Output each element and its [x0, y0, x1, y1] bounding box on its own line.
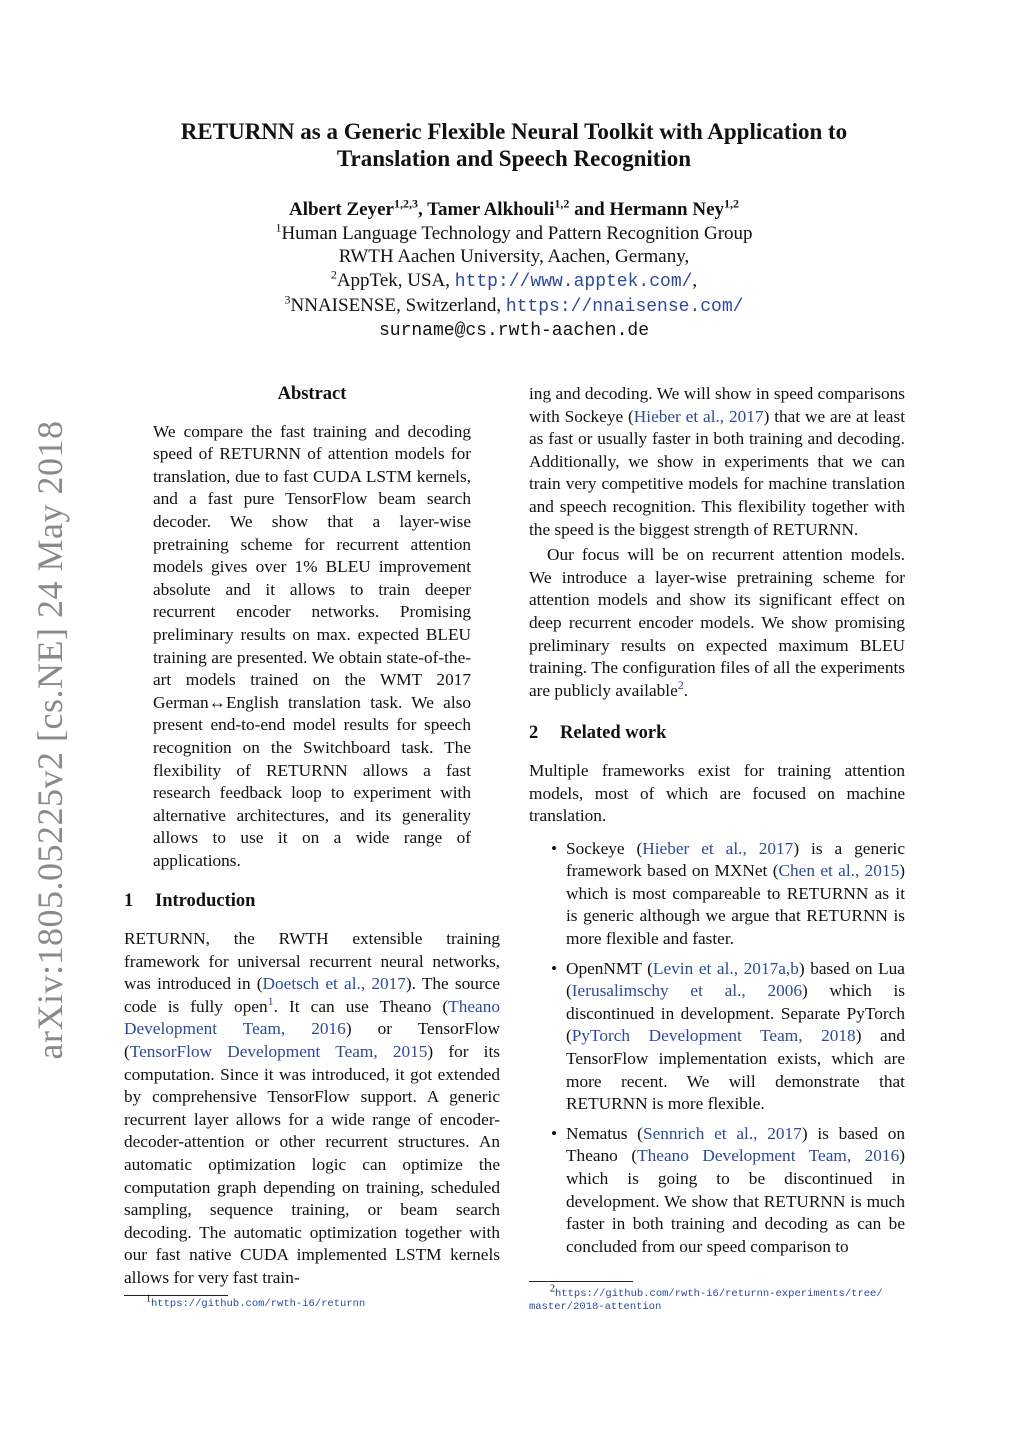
intro-paragraph: RETURNN, the RWTH extensible training framework for universal recurrent neural networks, was introduced in (Doetsch et al., 2017). The source code is fully open$^1$. It can use Theano (Theano Development Team, 2016) or TensorFlow (TensorFlow Development Team, 2015) for its computation. Since it was introduced, it got extended by comprehensive TensorFlow support. A generic recurrent layer allows for a wide range of encoder-decoder-attention or other recurrent structures. An automatic optimization logic can optimize the computation graph depending on training, scheduled sampling, sequence training, or beam search decoding. The automatic optimization together with our fast native CUDA implemented LSTM kernels allows for very fast train-: [124, 929, 501, 1287]
apptek-link[interactable]: http://www.apptek.com/: [454, 271, 693, 292]
affiliation-1b: RWTH Aachen University, Aachen, Germany,: [338, 246, 690, 267]
footnote-2-link-a[interactable]: https://github.com/rwth-i6/returnn-experiments/tree/: [555, 1288, 883, 1300]
right-paragraph-1: ing and decoding. We will show in speed comparisons with Sockeye (Hieber et al., 2017) that we are at least as fast or usually faster in both training and decoding. Additionally, we show in experiments that we can train very competitive models for machine translation and speech recognition. This flexibility together with the speed is the biggest strength of RETURNN.: [529, 384, 906, 539]
cite-doetsch[interactable]: Doetsch et al., 2017: [262, 974, 406, 994]
footnote-ref-1[interactable]: 1: [267, 994, 274, 1009]
footnote-2: $^2$https://github.com/rwth-i6/returnn-experiments/tree/ master/2018-attention: [529, 1288, 905, 1314]
nnaisense-link[interactable]: https://nnaisense.com/: [505, 297, 744, 317]
related-intro: Multiple frameworks exist for training attention models, most of which are focused on machine translation.: [529, 760, 905, 826]
footnote-1-link[interactable]: https://github.com/rwth-i6/returnn: [151, 1298, 366, 1310]
cite-theano-2[interactable]: Theano Development Team, 2016: [637, 1146, 900, 1166]
cite-pytorch[interactable]: PyTorch Development Team, 2018: [571, 1026, 856, 1046]
author-block: [124, 198, 904, 343]
arxiv-stamp: arXiv:1805.05225v2 [cs.NE] 24 May 2018: [30, 420, 70, 1060]
cite-sennrich[interactable]: Sennrich et al., 2017: [642, 1123, 802, 1143]
section-introduction-heading: 1 Introduction: [124, 891, 256, 912]
author-email: surname@cs.rwth-aachen.de: [378, 320, 650, 341]
right-paragraph-2: Our focus will be on recurrent attention models. We introduce a layer-wise pretraining scheme for attention models and show its significant effect on deep recurrent encoder models. We show promising preliminary results on expected maximum BLEU training. The configuration files of all the experiments are publicly available$^2$.: [529, 545, 905, 700]
cite-chen[interactable]: Chen et al., 2015: [778, 861, 900, 881]
right-column: [529, 383, 905, 1265]
list-item-sockeye: • Sockeye (Hieber et al., 2017) is a generic framework based on MXNet (Chen et al., 2015) which is most compareable to RETURNN as it is generic although we argue that RETURNN is more flexible and faster.: [551, 838, 905, 949]
cite-tensorflow[interactable]: TensorFlow Development Team, 2015: [129, 1042, 428, 1062]
list-item-opennmt: • OpenNMT (Levin et al., 2017a,b) based on Lua (Ierusalimschy et al., 2006) which is discontinued in development. Separate PyTorch (PyTorch Development Team, 2018) and TensorFlow implementation exists, which are more recent. We will demonstrate that RETURNN is more flexible.: [551, 958, 905, 1114]
cite-ierusalimschy[interactable]: Ierusalimschy et al., 2006: [571, 981, 803, 1001]
cite-levin[interactable]: Levin et al., 2017a,b: [652, 958, 799, 978]
author-names: Albert Zeyer$^{1,2,3}$, Tamer Alkhouli$^{1,2}$ and Hermann Ney$^{1,2}$: [288, 196, 740, 220]
paper-title: [124, 118, 904, 172]
cite-hieber[interactable]: Hieber et al., 2017: [633, 406, 764, 426]
footnote-rule-right: [529, 1281, 633, 1282]
title-line-1: RETURNN as a Generic Flexible Neural Toolkit with Application to: [180, 119, 848, 144]
cite-hieber-2[interactable]: Hieber et al., 2017: [642, 838, 794, 858]
abstract-text: We compare the fast training and decoding speed of RETURNN of attention models for translation, due to fast CUDA LSTM kernels, and a fast pure TensorFlow beam search decoder. We show that a layer-wise pretraining scheme for recurrent attention models gives over 1% BLEU improvement absolute and it allows to train deeper recurrent encoder networks. Promising preliminary results on max. expected BLEU training are presented. We obtain state-of-the-art models trained on the WMT 2017 German↔English translation task. We also present end-to-end model results for speech recognition on the Switchboard task. The flexibility of RETURNN allows a fast research feedback loop to experiment with alternative architectures, and its generality allows to use it on a wide range of applications.: [153, 421, 471, 870]
section-related-heading: 2 Related work: [529, 723, 667, 744]
footnote-2-link-b[interactable]: master/2018-attention: [529, 1301, 662, 1313]
footnote-1: $^1$https://github.com/rwth-i6/returnn: [146, 1293, 366, 1310]
footnote-rule-left: [124, 1295, 228, 1296]
title-line-2: Translation and Speech Recognition: [336, 146, 692, 171]
left-column: [124, 383, 500, 1290]
cite-theano[interactable]: Theano Development Team, 2016: [124, 996, 500, 1039]
abstract-heading: Abstract: [277, 384, 347, 404]
affiliation-3: $^3$NNAISENSE, Switzerland, https://nnaisense.com/: [284, 292, 744, 317]
list-item-nematus: • Nematus (Sennrich et al., 2017) is based on Theano (Theano Development Team, 2016) which is going to be discontinued in development. We show that RETURNN is much faster in both training and decoding as can be concluded from our speed comparison to: [551, 1123, 905, 1256]
footnote-ref-2[interactable]: 2: [677, 677, 684, 692]
framework-list: [529, 838, 905, 1259]
affiliation-1: $^1$Human Language Technology and Pattern Recognition Group: [275, 220, 753, 244]
affiliation-2: $^2$AppTek, USA, http://www.apptek.com/,: [330, 267, 698, 292]
